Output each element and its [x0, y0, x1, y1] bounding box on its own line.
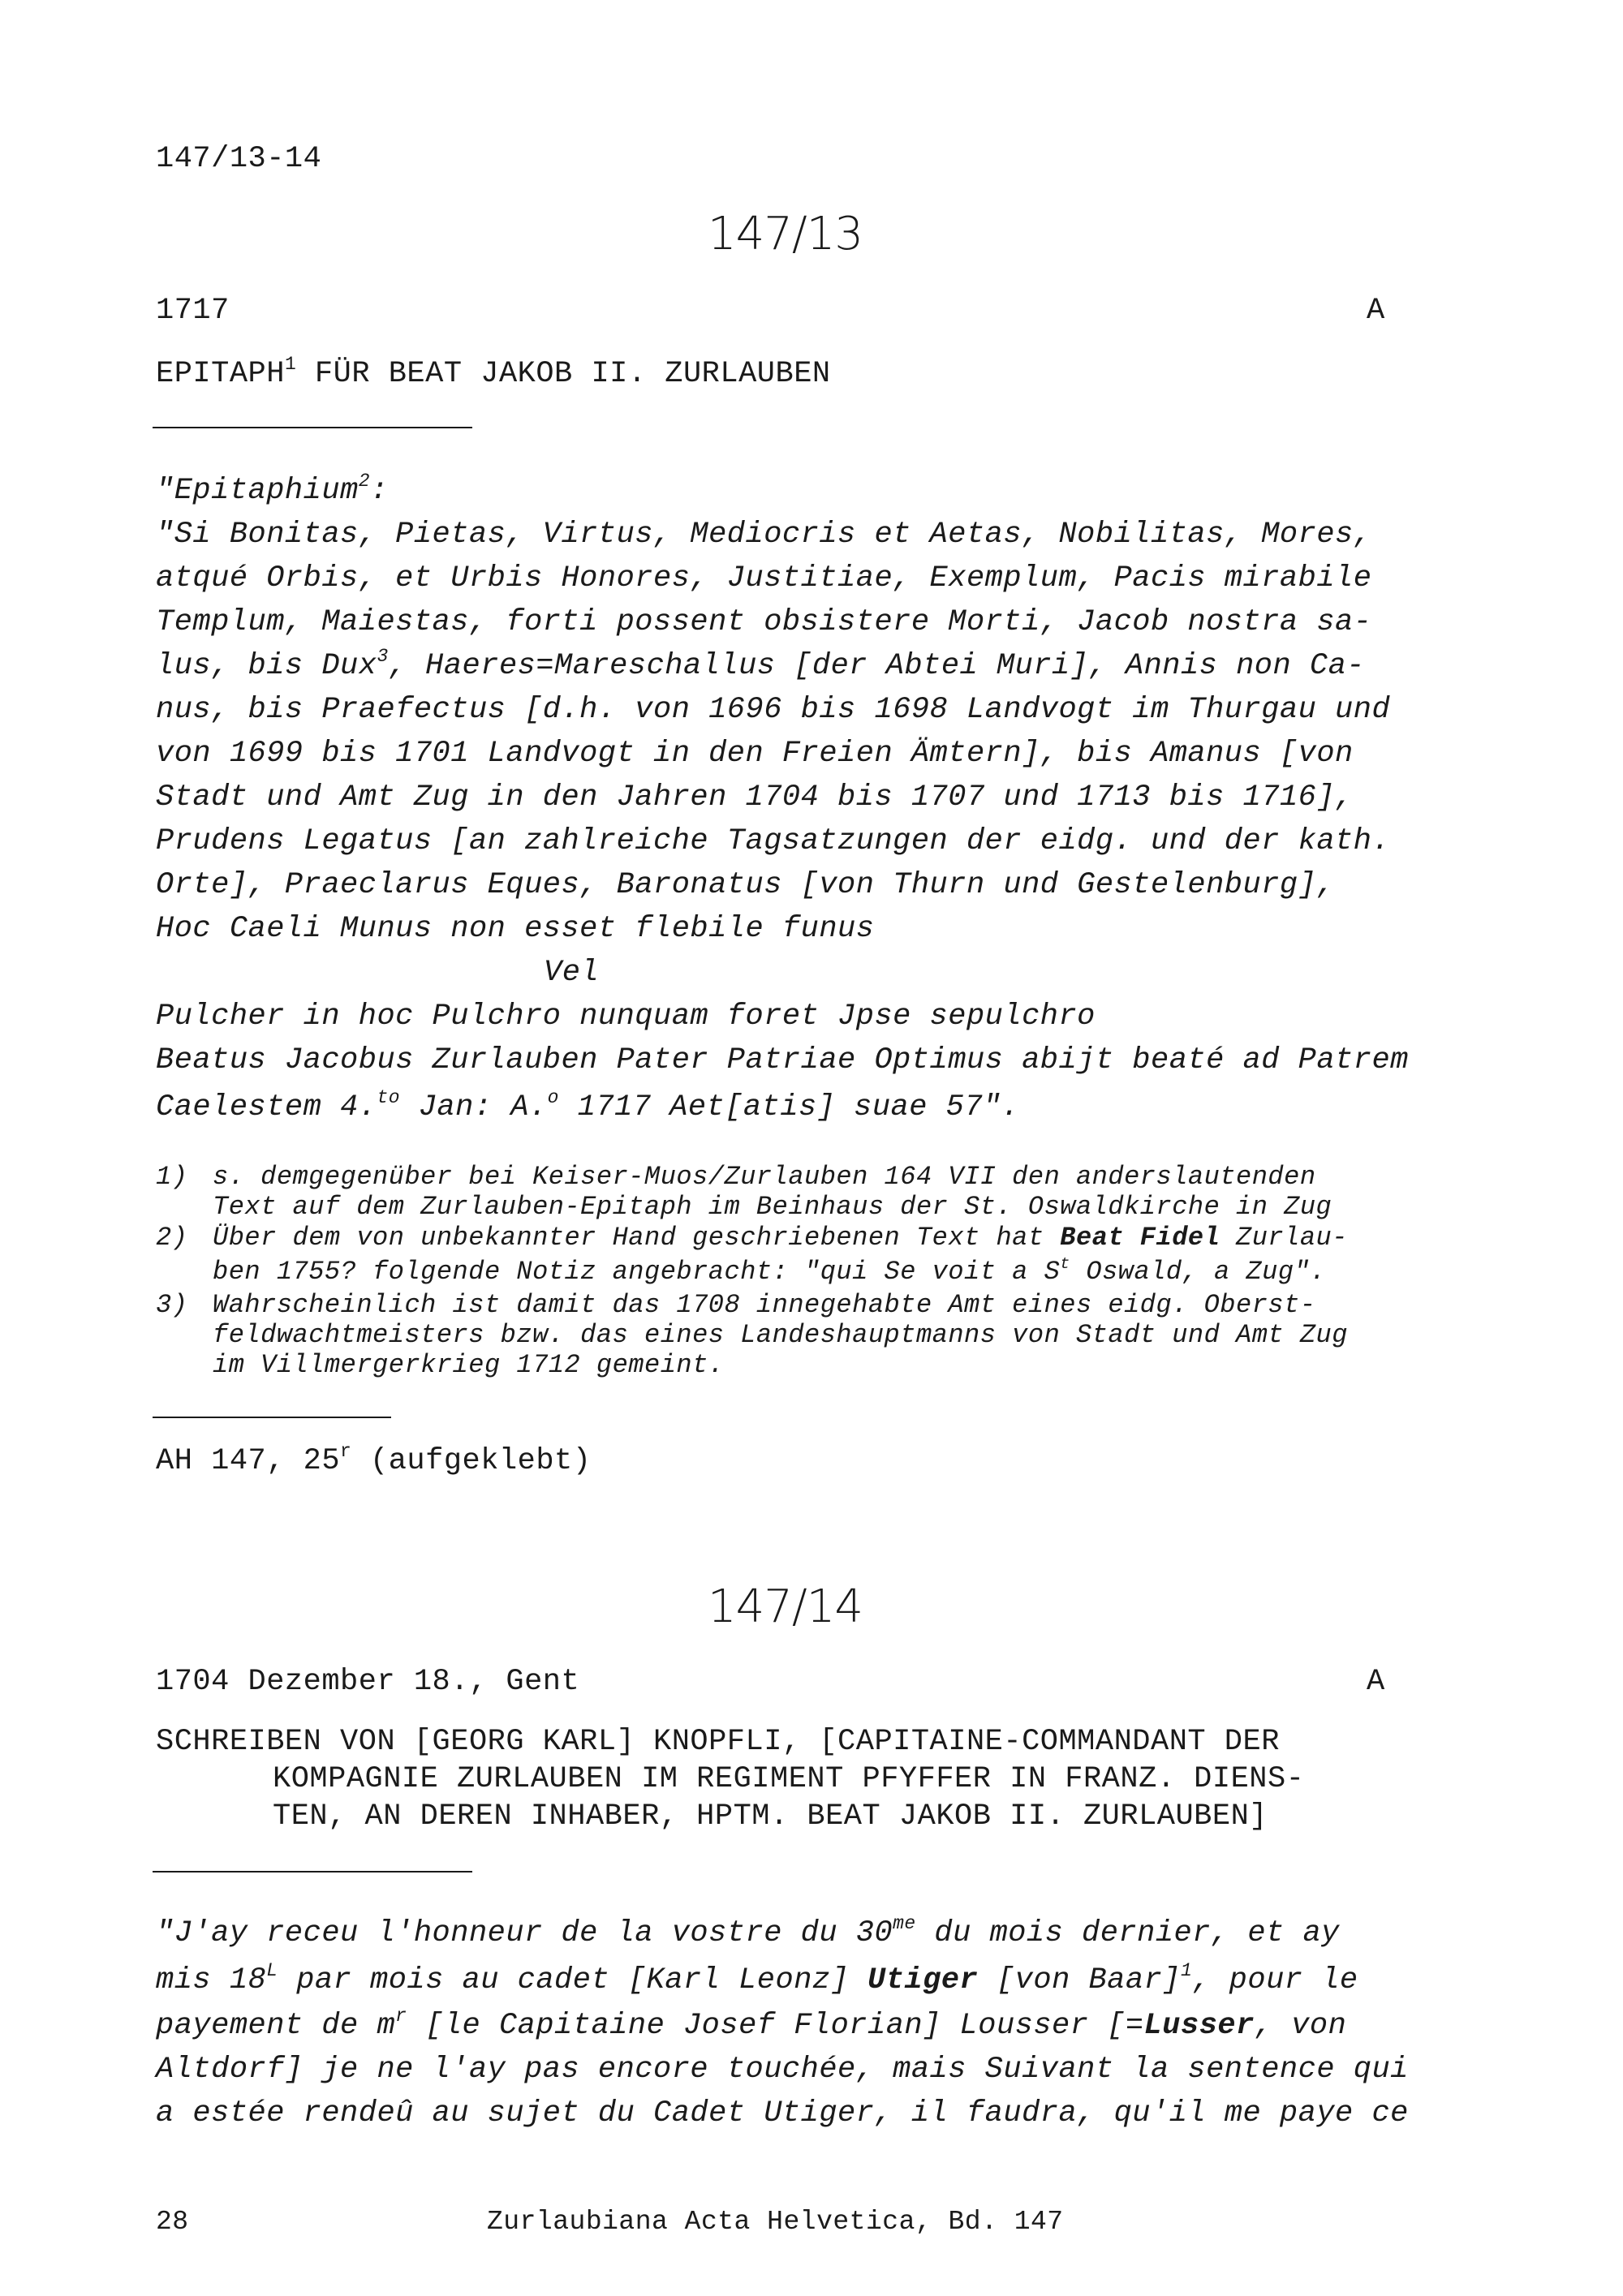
epitaph-line-3: Templum, Maiestas, forti possent obsistere Morti, Jacob nostra sa-: [156, 605, 1372, 639]
footnote-1-num: 1): [156, 1162, 188, 1192]
footnote-2-line-1: Über dem von unbekannter Hand geschriebenen Text hat Beat Fidel Zurlau-: [213, 1223, 1348, 1253]
epitaph-line-10: Hoc Caeli Munus non esset flebile funus: [156, 912, 875, 946]
doc13-title: EPITAPH$^1$ FÜR BEAT JAKOB II. ZURLAUBEN: [156, 354, 831, 391]
letter-line-2: mis $18^L$ par mois au cadet [Karl Leonz] Utiger [von Baar]$^1$, pour le: [156, 1960, 1358, 1997]
letter-line-4: Altdorf] je ne l'ay pas encore touchée, mais Suivant la sentence qui: [156, 2053, 1409, 2087]
doc14-grade: A: [1367, 1665, 1385, 1699]
footnote-2-num: 2): [156, 1223, 188, 1253]
footnote-3-line-1: Wahrscheinlich ist damit das 1708 innegehabte Amt eines eidg. Oberst-: [213, 1290, 1316, 1320]
series-title: Zurlaubiana Acta Helvetica, Bd. 147: [487, 2207, 1064, 2237]
footnote-3-num: 3): [156, 1290, 188, 1320]
doc13-grade: A: [1367, 294, 1385, 328]
epitaph-line-2: atqué Orbis, et Urbis Honores, Justitiae, Exemplum, Pacis mirabile: [156, 561, 1372, 595]
doc13-source-rule: [153, 1417, 391, 1418]
epitaph-line-13: Beatus Jacobus Zurlauben Pater Patriae Optimus abijt beaté ad Patrem: [156, 1043, 1409, 1077]
footnote-3-line-2: feldwachtmeisters bzw. das eines Landeshauptmanns von Stadt und Amt Zug: [213, 1320, 1348, 1350]
doc13-source: AH 147, 25$^r$ (aufgeklebt): [156, 1441, 592, 1478]
doc14-number: 147/14: [708, 1580, 863, 1633]
epitaph-line-6: von 1699 bis 1701 Landvogt in den Freien Ämtern], bis Amanus [von: [156, 737, 1354, 771]
footnote-1-line-2: Text auf dem Zurlauben-Epitaph im Beinhaus der St. Oswaldkirche in Zug: [213, 1192, 1332, 1222]
epitaph-line-9: Orte], Praeclarus Eques, Baronatus [von Thurn und Gestelenburg],: [156, 868, 1336, 902]
letter-line-5: a estée rendeû au sujet du Cadet Utiger, il faudra, qu'il me paye ce: [156, 2096, 1409, 2130]
epitaph-line-5: nus, bis Praefectus [d.h. von 1696 bis 1698 Landvogt im Thurgau und: [156, 693, 1391, 727]
doc13-title-rule: [153, 427, 472, 428]
doc14-title-rule: [153, 1871, 472, 1872]
doc13-number: 147/13: [708, 208, 863, 260]
footnote-2-line-2: ben 1755? folgende Notiz angebracht: "qui Se voit a $S^t$ Oswald, a Zug".: [213, 1254, 1326, 1287]
epitaph-line-12: Pulcher in hoc Pulchro nunquam foret Jpse sepulchro: [156, 1000, 1096, 1034]
header-ref: 147/13-14: [156, 142, 322, 176]
page-number: 28: [156, 2207, 189, 2237]
footnote-1-line-1: s. demgegenüber bei Keiser-Muos/Zurlauben 164 VII den anderslautenden: [213, 1162, 1316, 1192]
epitaph-line-4: lus, bis Dux$^3$, Haeres=Mareschallus [der Abtei Muri], Annis non Ca-: [156, 646, 1366, 683]
epitaph-line-7: Stadt und Amt Zug in den Jahren 1704 bis 1707 und 1713 bis 1716],: [156, 780, 1354, 815]
doc13-intro: "Epitaphium$^2$:: [156, 471, 389, 508]
doc13-date: 1717: [156, 294, 230, 328]
epitaph-line-14: Caelestem 4.$^{to}$ Jan: A.$^o$ 1717 Aet[atis] suae 57".: [156, 1087, 1020, 1124]
doc14-title-line-3: TEN, AN DEREN INHABER, HPTM. BEAT JAKOB II. ZURLAUBEN]: [273, 1799, 1268, 1834]
letter-line-1: "J'ay receu l'honneur de la vostre du $30^{me}$ du mois dernier, et ay: [156, 1913, 1340, 1950]
doc14-title-line-1: SCHREIBEN VON [GEORG KARL] KNOPFLI, [CAPITAINE-COMMANDANT DER: [156, 1725, 1280, 1759]
footnote-3-line-3: im Villmergerkrieg 1712 gemeint.: [213, 1350, 725, 1380]
doc14-date: 1704 Dezember 18., Gent: [156, 1665, 580, 1699]
doc14-title-line-2: KOMPAGNIE ZURLAUBEN IM REGIMENT PFYFFER IN FRANZ. DIENS-: [273, 1762, 1305, 1796]
epitaph-line-8: Prudens Legatus [an zahlreiche Tagsatzungen der eidg. und der kath.: [156, 824, 1391, 858]
letter-line-3: payement de $m^r$ [le Capitaine Josef Florian] Lousser [=Lusser, von: [156, 2006, 1347, 2043]
epitaph-line-1: "Si Bonitas, Pietas, Virtus, Mediocris et Aetas, Nobilitas, Mores,: [156, 518, 1372, 552]
epitaph-line-vel: Vel: [544, 956, 600, 990]
